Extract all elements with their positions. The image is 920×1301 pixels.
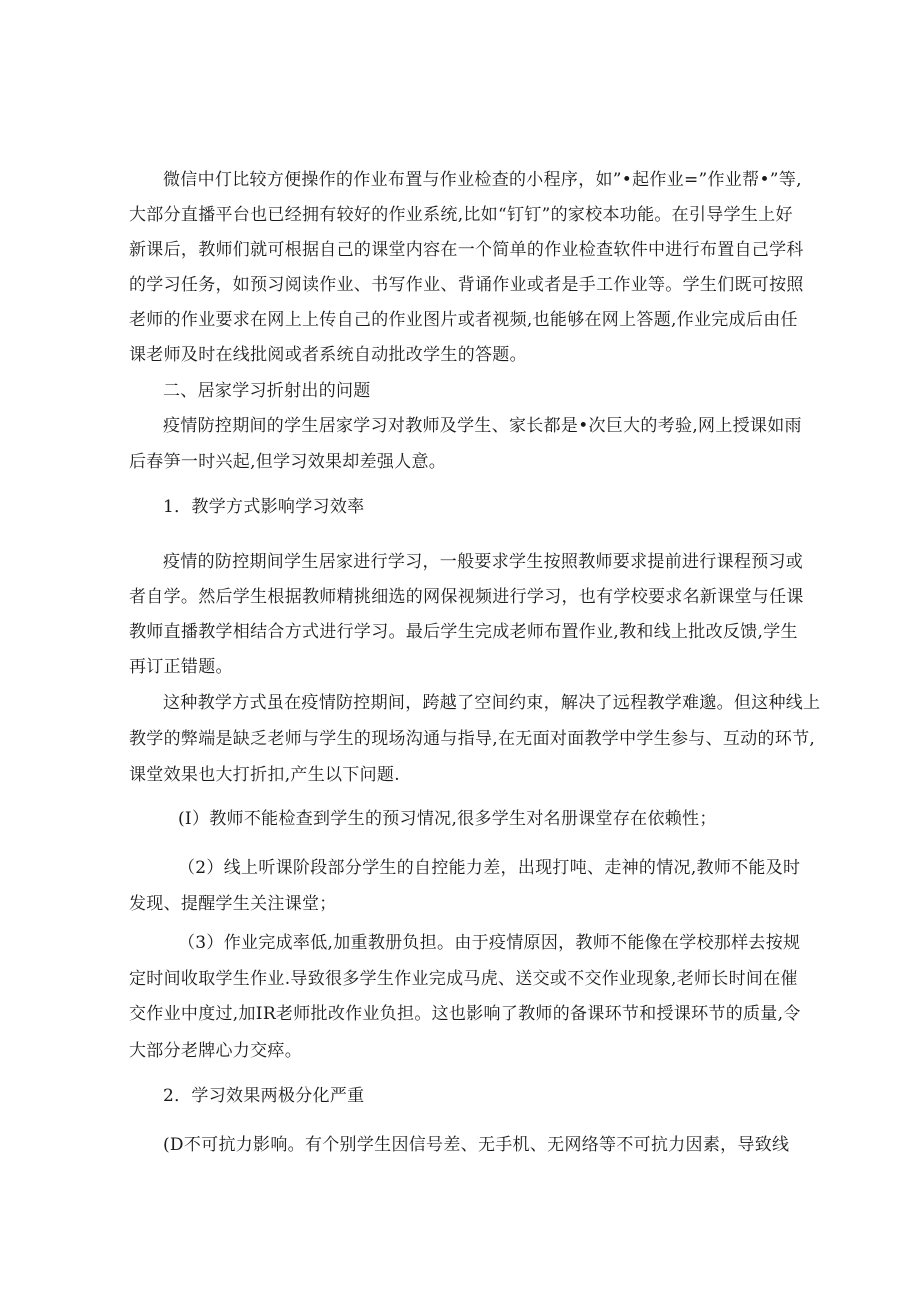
text-line: 课堂效果也大打折扣,产生以下问题.	[129, 765, 400, 785]
text-line: (D不可抗力影响。有个别学生因信号差、无手机、无网络等不可抗力因素，导致线	[163, 1135, 790, 1155]
list-item: （3）作业完成率低,加重教册负担。由于疫情原因，教师不能像在学校那样去按规	[178, 933, 801, 953]
text-line: 交作业中度过,加IR老师批改作业负担。这也影响了教师的备课环节和授课环节的质量,令	[129, 1004, 801, 1024]
text-line: 疫情防控期间的学生居家学习对教师及学生、家长都是•次巨大的考验,网上授课如雨	[163, 416, 802, 436]
text-line: 大部分老牌心力交瘁。	[129, 1041, 302, 1061]
text-line: 教学的弊端是缺乏老师与学生的现场沟通与指导,在无面对面教学中学生参与、互动的环节,	[129, 729, 816, 749]
text-line: 的学习任务，如预习阅读作业、书写作业、背诵作业或者是手工作业等。学生们既可按照	[129, 275, 804, 295]
text-line: 这种教学方式虽在疫情防控期间，跨越了空间约束，解决了远程教学难邈。但这种线上	[163, 693, 821, 713]
section-heading: 二、居家学习折射出的问题	[163, 381, 371, 401]
text-line: 新课后，教师们就可根据自己的课堂内容在一个简单的作业检查软件中进行布置自己学科	[129, 240, 804, 260]
text-line: 大部分直播平台也已经拥有较好的作业系统,比如“钉钉”的家校本功能。在引导学生上好	[129, 205, 793, 225]
text-line: 发现、提醒学生关注课堂；	[129, 894, 337, 914]
subsection-heading: 2．学习效果两极分化严重	[163, 1086, 365, 1106]
text-line: 后春笋一时兴起,但学习效果却差强人意。	[129, 452, 447, 472]
text-line: 者自学。然后学生根据教师精挑细选的网保视频进行学习，也有学校要求名新课堂与任课	[129, 587, 804, 607]
subsection-heading: 1．教学方式影响学习效率	[163, 497, 365, 517]
text-line: 课老师及时在线批阅或者系统自动批改学生的答题。	[129, 345, 527, 365]
text-line: 微信中仃比较方便操作的作业布置与作业检查的小程序，如”•起作业=”作业帮•”等,	[163, 170, 802, 190]
list-item: （2）线上听课阶段部分学生的自控能力差，出现打吨、走神的情况,教师不能及时	[178, 858, 801, 878]
text-line: 再订正错题。	[129, 657, 233, 677]
list-item: (I）教师不能检查到学生的预习情况,很多学生对名册课堂存在依赖性；	[178, 809, 717, 829]
text-line: 老师的作业要求在网上上传自己的作业图片或者视频,也能够在网上答题,作业完成后由任	[129, 310, 798, 330]
text-line: 教师直播教学相结合方式进行学习。最后学生完成老师布置作业,教和线上批改反馈,学生	[129, 622, 798, 642]
text-line: 疫情的防控期间学生居家进行学习，一般要求学生按照教师要求提前进行课程预习或	[163, 552, 804, 572]
text-line: 定时间收取学生作业.导致很多学生作业完成马虎、送交或不交作业现象,老师长时间在催	[129, 969, 798, 989]
